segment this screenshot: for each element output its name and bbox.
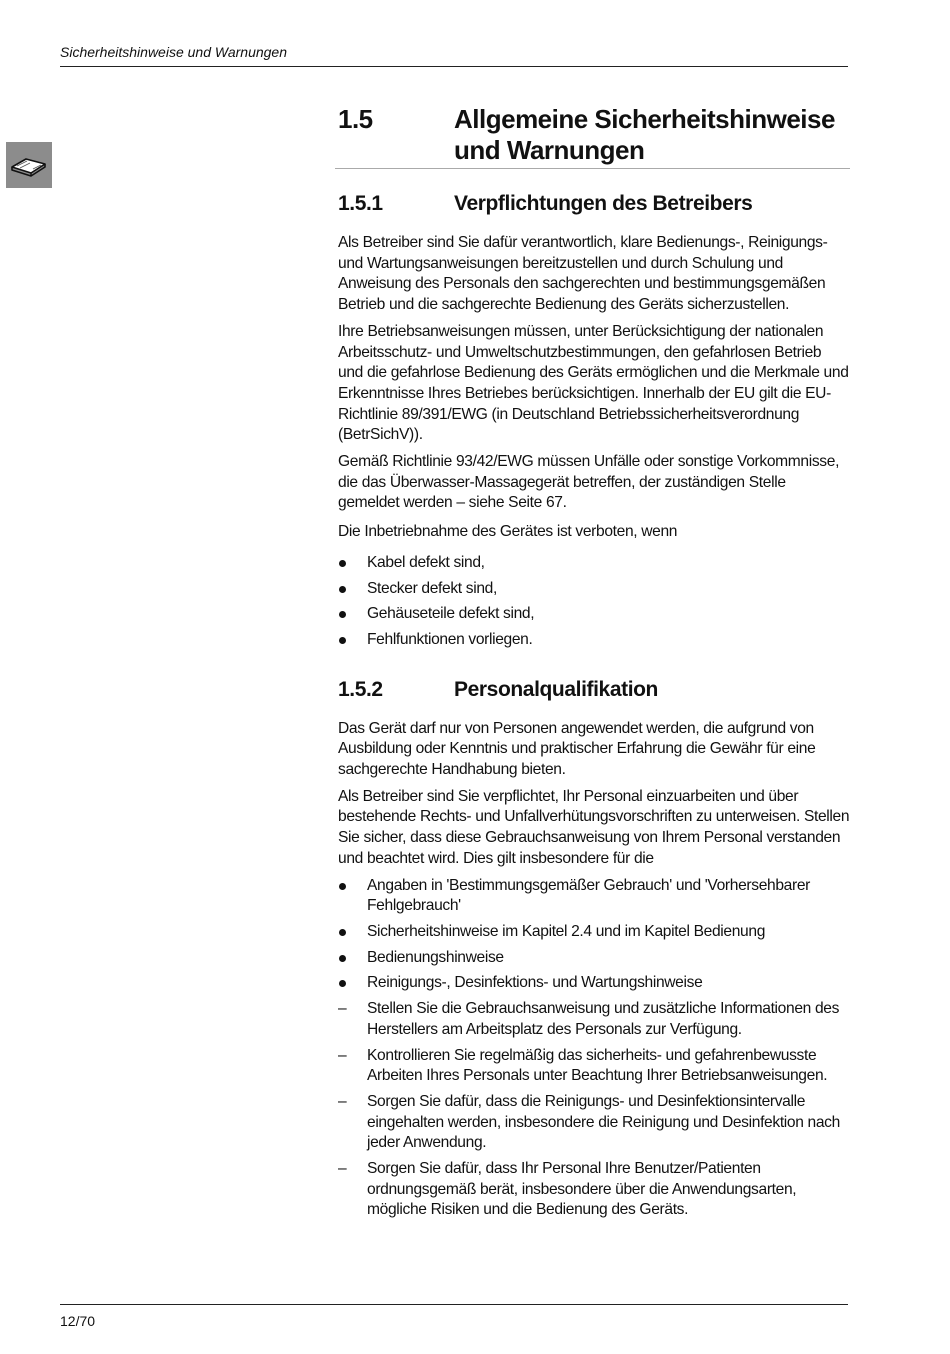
- bullet-list: [338, 876, 850, 995]
- bullet-dot: [339, 637, 346, 644]
- running-header: Sicherheitshinweise und Warnungen: [60, 44, 287, 60]
- bullet-dot: [339, 586, 346, 593]
- header-rule: [60, 66, 848, 67]
- paragraph: Gemäß Richtlinie 93/42/EWG müssen Unfälle oder sonstige Vorkommnisse, die das Überwasser-Massagegerät betreffen, der zuständigen Stelle gemeldet werden – siehe Seite 67.: [338, 453, 840, 512]
- list-item: Gehäuseteile defekt sind,: [338, 604, 850, 625]
- open-book-icon: [6, 142, 52, 188]
- dash-list: [338, 999, 850, 1221]
- page-number: 12/70: [60, 1313, 96, 1329]
- list-item: Sicherheitshinweise im Kapitel 2.4 und im Kapitel Bedienung: [338, 922, 850, 943]
- list-item: Bedienungshinweise: [338, 948, 850, 969]
- bullet-dot: [339, 883, 346, 890]
- dash-marker: –: [338, 1160, 347, 1178]
- section-title: Allgemeine Sicherheitshinweise und Warnungen: [454, 104, 835, 165]
- dash-marker: –: [338, 1092, 347, 1110]
- list-item: Stecker defekt sind,: [338, 579, 850, 600]
- list-item: Angaben in 'Bestimmungsgemäßer Gebrauch' und 'Vorhersehbarer Fehlgebrauch': [338, 876, 850, 917]
- bullet-list: [338, 553, 850, 651]
- subsection-number: 1.5.2: [338, 677, 383, 701]
- list-item: – Stellen Sie die Gebrauchsanweisung und zusätzliche Informationen des Herstellers am Arbeitsplatz des Personals zur Verfügung.: [338, 1000, 840, 1038]
- list-item: Kabel defekt sind,: [338, 553, 850, 574]
- subsection-heading-1: [338, 191, 850, 217]
- paragraph: Das Gerät darf nur von Personen angewendet werden, die aufgrund von Ausbildung oder Kenntnis und praktischer Erfahrung die Gewähr für eine sachgerechte Handhabung bieten.: [338, 719, 816, 779]
- main-content: [338, 104, 850, 1226]
- subsection-title: Personalqualifikation: [454, 677, 658, 701]
- bullet-dot: [339, 560, 346, 567]
- paragraph: Die Inbetriebnahme des Gerätes ist verboten, wenn: [338, 523, 678, 541]
- list-item: – Kontrollieren Sie regelmäßig das sicherheits- und gefahrenbewusste Arbeiten Ihres Personals unter Beachtung Ihrer Betriebsanweisungen.: [338, 1046, 828, 1085]
- bullet-dot: [339, 929, 346, 936]
- paragraph: Als Betreiber sind Sie verpflichtet, Ihr Personal einzuarbeiten und über bestehende Rechts- und Unfallverhütungsvorschriften zu unterweisen. Stellen Sie sicher, dass diese Gebrauchsanweisung von Ihrem Personal verstanden und beachtet wird. Dies gilt insbesondere für die: [338, 787, 850, 867]
- dash-marker: –: [338, 1000, 347, 1018]
- bullet-dot: [339, 955, 346, 962]
- subsection-title: Verpflichtungen des Betreibers: [454, 192, 753, 215]
- list-item: – Sorgen Sie dafür, dass Ihr Personal Ihre Benutzer/Patienten ordnungsgemäß berät, insbesondere über die Anwendungsarten, mögliche Risiken und die Bedienung des Geräts.: [338, 1160, 797, 1219]
- list-item: – Sorgen Sie dafür, dass die Reinigungs- und Desinfektionsintervalle eingehalten werden, insbesondere die Reinigung und Desinfektion nach jeder Anwendung.: [338, 1092, 840, 1152]
- dash-marker: –: [338, 1046, 347, 1064]
- section-heading: [335, 104, 850, 169]
- footer-rule: [60, 1304, 848, 1305]
- paragraph: Ihre Betriebsanweisungen müssen, unter Berücksichtigung der nationalen Arbeitsschutz- und Umweltschutzbestimmungen, den gefahrlosen Betrieb und die gefahrlose Bedienung des Geräts ermöglichen und die Merkmale und Erkenntnisse Ihres Betriebes berücksichtigen. Innerhalb der EU gilt die EU-Richtlinie 89/391/EWG (in Deutschland Betriebssicherheitsverordnung (BetrSichV)).: [338, 322, 849, 444]
- list-item: Reinigungs-, Desinfektions- und Wartungshinweise: [338, 973, 850, 994]
- section-number: 1.5: [338, 104, 373, 134]
- subsection-heading-2: [338, 677, 850, 703]
- paragraph: Als Betreiber sind Sie dafür verantwortlich, klare Bedienungs-, Reinigungs- und Wartungsanweisungen bereitzustellen und durch Schulung und Anweisung des Personals den sachgerechten und bestimmungsgemäßen Betrieb und die sachgerechte Bedienung des Geräts sicherzustellen.: [338, 234, 828, 314]
- bullet-dot: [339, 611, 346, 618]
- list-item: Fehlfunktionen vorliegen.: [338, 630, 850, 651]
- subsection-number: 1.5.1: [338, 192, 383, 215]
- bullet-dot: [339, 980, 346, 987]
